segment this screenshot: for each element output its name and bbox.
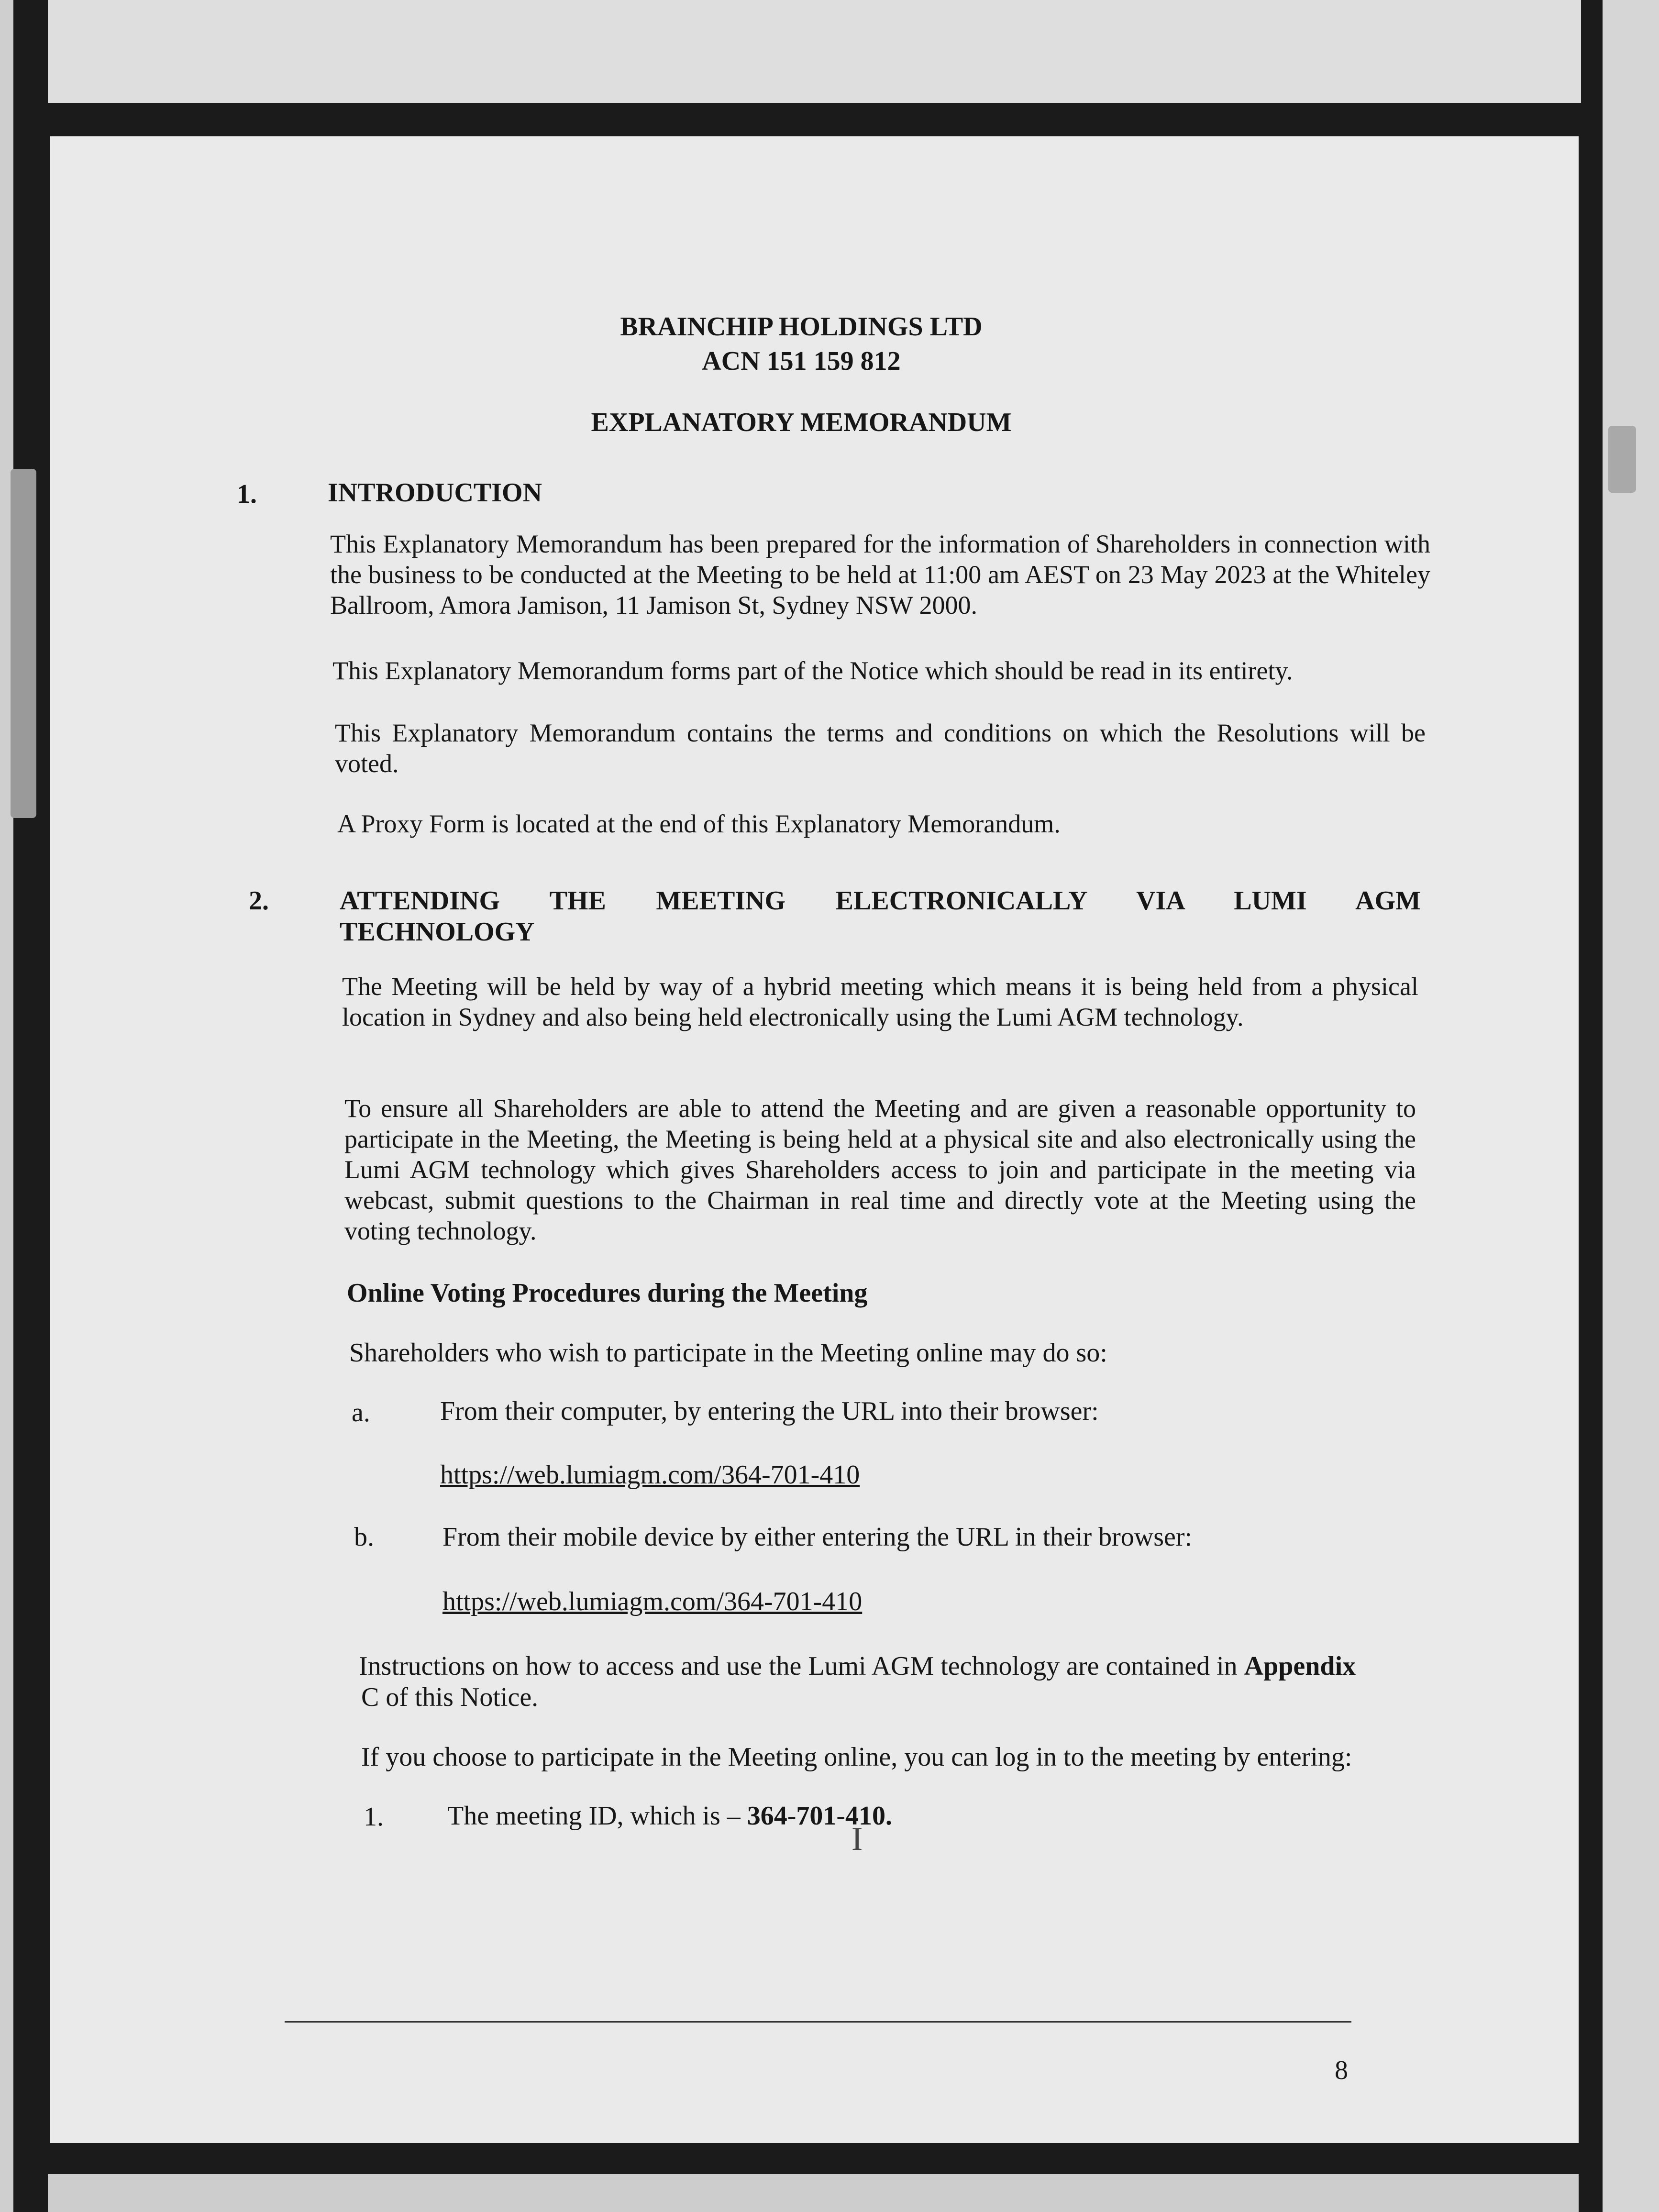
option-a-text: From their computer, by entering the URL into their browser: (440, 1396, 1099, 1426)
login-intro: If you choose to participate in the Meeting online, you can log in to the meeting by entering: (361, 1742, 1352, 1772)
left-scrollbar-thumb[interactable] (11, 469, 36, 818)
option-b-text: From their mobile device by either entering the URL in their browser: (442, 1522, 1193, 1552)
online-voting-subheading: Online Voting Procedures during the Meeting (347, 1278, 868, 1308)
instructions-line (359, 1650, 1356, 1682)
footer-rule (285, 2021, 1351, 2023)
document-title: EXPLANATORY MEMORANDUM (591, 408, 1012, 437)
section-2-paragraph: To ensure all Shareholders are able to attend the Meeting and are given a reasonable opportunity to participate in the Meeting, the Meeting is being held at a physical site and also electronically using the Lumi AGM technology which gives Shareholders access to join and participate in the meeting via webcast, submit questions to the Chairman in real time and directly vote at the Meeting using the voting technology. (344, 1094, 1416, 1245)
company-acn: ACN 151 159 812 (702, 346, 901, 376)
section-2-heading-line2: TECHNOLOGY (340, 917, 535, 947)
section-1-number: 1. (237, 479, 257, 509)
meeting-id-line (447, 1800, 892, 1832)
right-scrollbar-thumb[interactable] (1608, 426, 1636, 493)
viewer-left-edge (0, 0, 13, 2212)
meeting-id-text: The meeting ID, which is – (447, 1801, 741, 1831)
option-a-url-link[interactable]: https://web.lumiagm.com/364-701-410 (440, 1460, 860, 1490)
section-2-paragraph: The Meeting will be held by way of a hybrid meeting which means it is being held from a physical location in Sydney and also being held electronically using the Lumi AGM technology. (342, 972, 1418, 1031)
participation-intro: Shareholders who wish to participate in the Meeting online may do so: (349, 1338, 1107, 1368)
option-a-label: a. (352, 1398, 370, 1427)
option-b-url-link[interactable]: https://web.lumiagm.com/364-701-410 (442, 1587, 863, 1616)
previous-page-bottom (48, 0, 1581, 103)
page-number: 8 (1335, 2056, 1348, 2085)
section-2-number: 2. (249, 886, 269, 916)
login-item-label: 1. (364, 1802, 384, 1832)
section-1-heading: INTRODUCTION (328, 478, 542, 508)
option-b-label: b. (354, 1522, 374, 1552)
next-page-top (48, 2174, 1579, 2212)
text-cursor-icon: I (852, 1821, 863, 1858)
section-1-paragraph: This Explanatory Memorandum forms part of the Notice which should be read in its entirety. (332, 656, 1293, 685)
instructions-text: Instructions on how to access and use the Lumi AGM technology are contained in (359, 1651, 1238, 1681)
meeting-id-value: 364-701-410. (747, 1801, 893, 1831)
document-page (50, 136, 1579, 2143)
section-2-heading-line1: ATTENDING THE MEETING ELECTRONICALLY VIA LUMI AGM (340, 886, 1421, 916)
company-name: BRAINCHIP HOLDINGS LTD (620, 312, 983, 342)
section-1-paragraph: This Explanatory Memorandum has been prepared for the information of Shareholders in connection with the business to be conducted at the Meeting to be held at 11:00 am AEST on 23 May 2023 at the Whiteley Ballroom, Amora Jamison, 11 Jamison St, Sydney NSW 2000. (330, 530, 1430, 619)
instructions-tail: C of this Notice. (361, 1682, 539, 1712)
instructions-appendix: Appendix (1244, 1651, 1356, 1681)
section-1-paragraph: This Explanatory Memorandum contains the terms and conditions on which the Resolutions will be voted. (335, 719, 1426, 778)
section-1-paragraph: A Proxy Form is located at the end of this Explanatory Memorandum. (337, 809, 1061, 838)
viewer-right-panel (1603, 0, 1659, 2212)
